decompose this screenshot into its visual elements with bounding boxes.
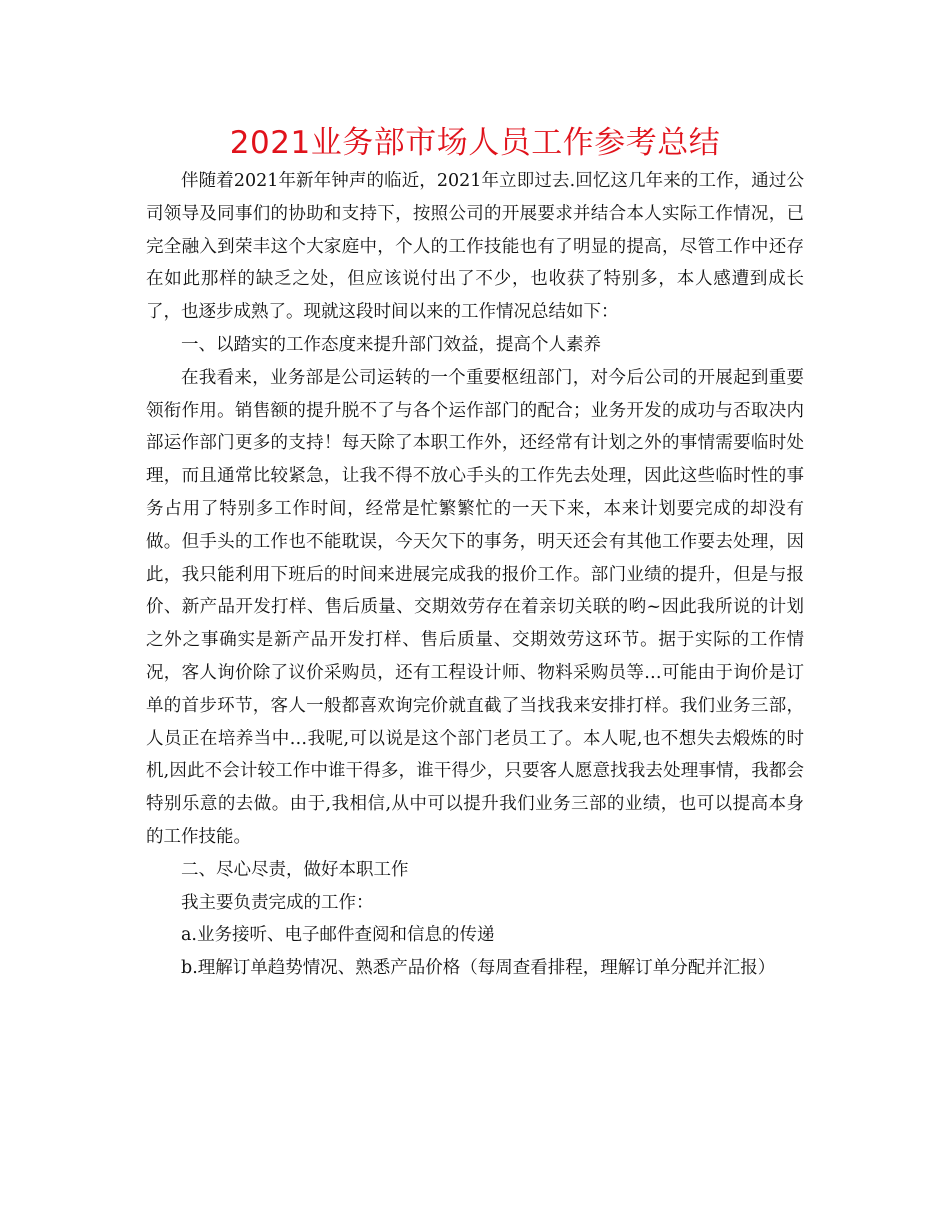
document-title: 2021业务部市场人员工作参考总结 — [229, 125, 721, 161]
section-heading-1: 一、以踏实的工作态度来提升部门效益，提高个人素养 — [181, 334, 601, 355]
duties-intro: 我主要负责完成的工作： — [181, 892, 374, 913]
document-body — [146, 165, 804, 985]
section-heading-2: 二、尽心尽责，做好本职工作 — [181, 859, 409, 880]
duty-item-b: b.理解订单趋势情况、熟悉产品价格（每周查看排程，理解订单分配并汇报） — [181, 958, 776, 979]
duty-item-a: a.业务接听、电子邮件查阅和信息的传递 — [181, 925, 495, 946]
section-1-paragraph: 在我看来，业务部是公司运转的一个重要枢纽部门，对今后公司的开展起到重要领衔作用。销售额的提升脱不了与各个运作部门的配合；业务开发的成功与否取决内部运作部门更多的支持！每天除了本职工作外，还经常有计划之外的事情需要临时处理，而且通常比较紧急，让我不得不放心手头的工作先去处理，因此这些临时性的事务占用了特别多工作时间，经常是忙繁繁忙的一天下来，本来计划要完成的却没有做。但手头的工作也不能耽误，今天欠下的事务，明天还会有其他工作要去处理，因此，我只能利用下班后的时间来进展完成我的报价工作。部门业绩的提升，但是与报价、新产品开发打样、售后质量、交期效劳存在着亲切关联的哟~因此我所说的计划之外之事确实是新产品开发打样、售后质量、交期效劳这环节。据于实际的工作情况，客人询价除了议价采购员，还有工程设计师、物料采购员等…可能由于询价是订单的首步环节，客人一般都喜欢询完价就直截了当找我来安排打样。我们业务三部，人员正在培养当中…我呢,可以说是这个部门老员工了。本人呢,也不想失去煅炼的时机,因此不会计较工作中谁干得多，谁干得少，只要客人愿意找我去处理事情，我都会特别乐意的去做。由于,我相信,从中可以提升我们业务三部的业绩，也可以提高本身的工作技能。 — [146, 367, 804, 847]
intro-paragraph: 伴随着2021年新年钟声的临近，2021年立即过去.回忆这几年来的工作，通过公司领导及同事们的协助和支持下，按照公司的开展要求并结合本人实际工作情况，已完全融入到荣丰这个大家庭中，个人的工作技能也有了明显的提高，尽管工作中还存在如此那样的缺乏之处，但应该说付出了不少，也收获了特别多，本人感遭到成长了，也逐步成熟了。现就这段时间以来的工作情况总结如下： — [146, 171, 804, 323]
